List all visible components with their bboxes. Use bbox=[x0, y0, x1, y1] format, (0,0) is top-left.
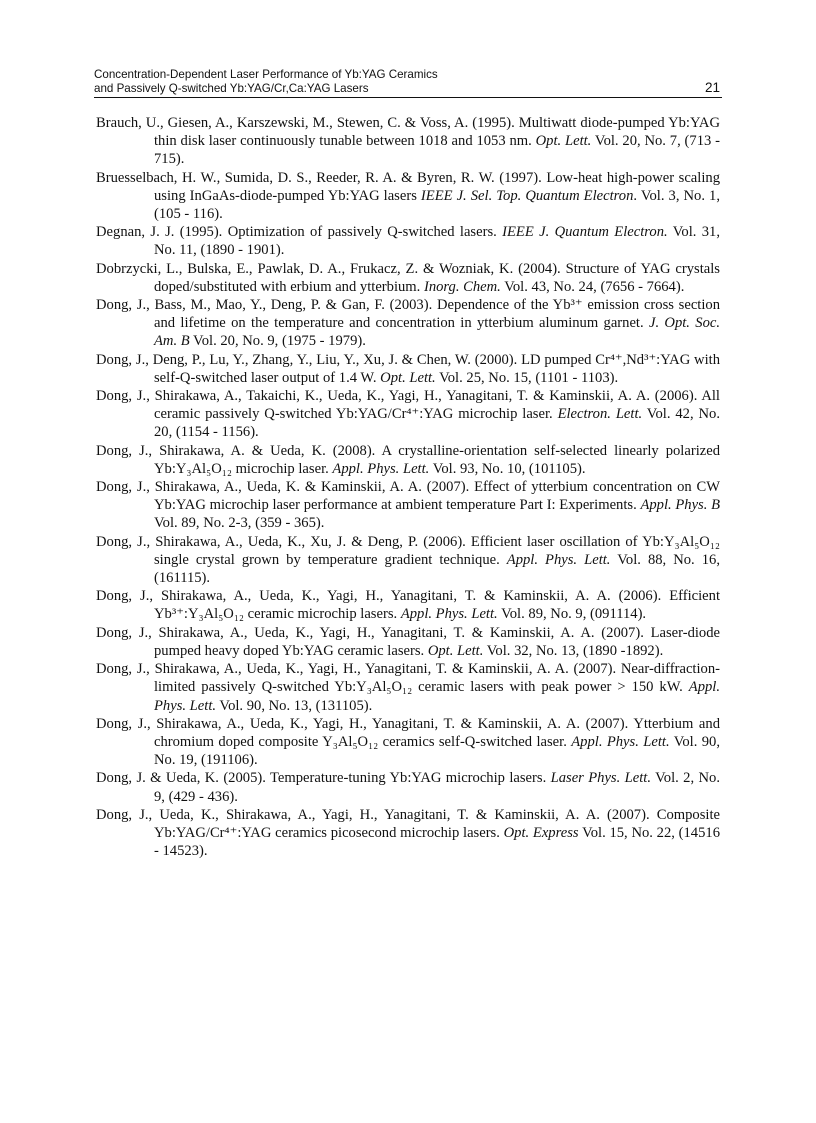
reference-journal: IEEE J. Sel. Top. Quantum Electron bbox=[420, 187, 634, 204]
reference-details: Vol. 89, No. 2-3, (359 - 365). bbox=[154, 515, 325, 532]
reference-journal: Electron. Lett. bbox=[557, 406, 643, 423]
reference-entry bbox=[96, 806, 720, 861]
reference-details: Vol. 2, No. 9, (429 - 436). bbox=[154, 770, 720, 805]
reference-text: Dong, J., Shirakawa, A., Ueda, K., Yagi, H., Yanagitani, T. & Kaminskii, A. A. (2007). Ytterbium and chromium doped composite Y₃Al₅O₁₂ ceramics self-Q-switched laser. bbox=[96, 715, 720, 750]
reference-details: Vol. 93, No. 10, (101105). bbox=[429, 460, 586, 477]
reference-entry bbox=[96, 587, 720, 623]
reference-entry bbox=[96, 114, 720, 169]
reference-journal: Inorg. Chem. bbox=[423, 278, 501, 295]
reference-journal: Appl. Phys. B bbox=[640, 497, 720, 514]
reference-text: Dong, J., Deng, P., Lu, Y., Zhang, Y., Liu, Y., Xu, J. & Chen, W. (2000). LD pumped Cr⁴⁺,Nd³⁺:YAG with self-Q-switched laser output of 1.4 W. bbox=[96, 351, 720, 386]
reference-text: Dong, J., Shirakawa, A. & Ueda, K. (2008). A crystalline-orientation self-selected linearly polarized Yb:Y₃Al₅O₁₂ microchip laser. bbox=[96, 442, 720, 477]
reference-text: Dong, J., Shirakawa, A., Takaichi, K., Ueda, K., Yagi, H., Yanagitani, T. & Kaminskii, A. A. (2006). All ceramic passively Q-switched Yb:YAG/Cr⁴⁺:YAG microchip laser. bbox=[96, 388, 720, 423]
reference-journal: Appl. Phys. Lett. bbox=[571, 733, 670, 750]
reference-text: Dong, J., Shirakawa, A., Ueda, K., Xu, J. & Deng, P. (2006). Efficient laser oscillation of Yb:Y₃Al₅O₁₂ single crystal grown by temperature gradient technique. bbox=[96, 533, 720, 568]
reference-journal: J. Opt. Soc. Am. B bbox=[154, 315, 720, 350]
reference-list bbox=[96, 114, 720, 860]
reference-journal: Opt. Express bbox=[503, 824, 579, 841]
reference-text: Dong, J., Shirakawa, A., Ueda, K., Yagi, H., Yanagitani, T. & Kaminskii, A. A. (2007). Laser-diode pumped heavy doped Yb:YAG ceramic lasers. bbox=[96, 624, 720, 659]
reference-text: Dong, J., Shirakawa, A., Ueda, K., Yagi, H., Yanagitani, T. & Kaminskii, A. A. (2006). Efficient Yb³⁺:Y₃Al₅O₁₂ ceramic microchip lasers. bbox=[96, 588, 720, 623]
reference-journal: Appl. Phys. Lett. bbox=[154, 679, 720, 714]
running-header bbox=[94, 68, 722, 98]
reference-text: Dong, J., Bass, M., Mao, Y., Deng, P. & Gan, F. (2003). Dependence of the Yb³⁺ emission cross section and lifetime on the temperature and concentration in ytterbium aluminum garnet. bbox=[96, 297, 720, 332]
reference-journal: Laser Phys. Lett. bbox=[550, 770, 651, 787]
reference-details: . Vol. 3, No. 1, (105 - 116). bbox=[154, 187, 720, 223]
reference-details: Vol. 88, No. 16, (161115). bbox=[154, 551, 720, 587]
reference-details: Vol. 31, No. 11, (1890 - 1901). bbox=[154, 224, 720, 259]
reference-journal: Opt. Lett. bbox=[427, 642, 484, 659]
reference-text: Dong, J., Shirakawa, A., Ueda, K. & Kaminskii, A. A. (2007). Effect of ytterbium concentration on CW Yb:YAG microchip laser performance at ambient temperature Part I: Experiments. bbox=[96, 479, 720, 514]
reference-journal: Appl. Phys. Lett. bbox=[506, 551, 611, 568]
reference-journal: Opt. Lett. bbox=[535, 133, 592, 150]
reference-journal: Appl. Phys. Lett. bbox=[332, 460, 430, 477]
reference-details: Vol. 25, No. 15, (1101 - 1103). bbox=[435, 369, 619, 386]
reference-journal: Appl. Phys. Lett. bbox=[400, 606, 498, 623]
reference-journal: IEEE J. Quantum Electron. bbox=[502, 224, 668, 241]
reference-details: Vol. 20, No. 7, (713 - 715). bbox=[154, 133, 721, 168]
reference-entry bbox=[96, 351, 720, 387]
reference-journal: Opt. Lett. bbox=[380, 369, 436, 386]
reference-text: Bruesselbach, H. W., Sumida, D. S., Reeder, R. A. & Byren, R. W. (1997). Low-heat high-power scaling using InGaAs-diode-pumped Yb:YAG lasers bbox=[96, 169, 720, 204]
reference-details: Vol. 43, No. 24, (7656 - 7664). bbox=[500, 278, 685, 295]
header-title-line-1: Concentration-Dependent Laser Performance of Yb:YAG Ceramics bbox=[94, 68, 438, 81]
reference-text: Dobrzycki, L., Bulska, E., Pawlak, D. A., Frukacz, Z. & Wozniak, K. (2004). Structure of YAG crystals doped/substituted with erbium and ytterbium. bbox=[96, 260, 720, 295]
reference-entry bbox=[96, 260, 720, 296]
reference-details: Vol. 32, No. 13, (1890 -1892). bbox=[483, 642, 664, 659]
reference-details: Vol. 20, No. 9, (1975 - 1979). bbox=[189, 333, 366, 350]
reference-entry bbox=[96, 624, 720, 660]
reference-entry bbox=[96, 533, 720, 588]
reference-text: Dong, J., Shirakawa, A., Ueda, K., Yagi, H., Yanagitani, T. & Kaminskii, A. A. (2007). Near-diffraction-limited passively Q-switched Yb:Y₃Al₅O₁₂ ceramic lasers with peak power > 150 kW. bbox=[96, 661, 720, 696]
reference-details: Vol. 42, No. 20, (1154 - 1156). bbox=[154, 406, 720, 441]
reference-details: Vol. 89, No. 9, (091114). bbox=[497, 606, 647, 623]
reference-text: Degnan, J. J. (1995). Optimization of passively Q-switched lasers. bbox=[96, 224, 503, 241]
page-number: 21 bbox=[704, 80, 720, 95]
header-title-line-2: and Passively Q-switched Yb:YAG/Cr,Ca:YAG Lasers bbox=[94, 82, 369, 95]
reference-entry bbox=[96, 223, 720, 259]
reference-entry bbox=[96, 769, 720, 805]
reference-entry bbox=[96, 296, 720, 351]
reference-details: Vol. 90, No. 19, (191106). bbox=[154, 733, 720, 769]
reference-entry bbox=[96, 660, 720, 715]
reference-text: Dong, J. & Ueda, K. (2005). Temperature-tuning Yb:YAG microchip lasers. bbox=[96, 770, 551, 787]
reference-text: Brauch, U., Giesen, A., Karszewski, M., Stewen, C. & Voss, A. (1995). Multiwatt diode-pumped Yb:YAG thin disk laser continuously tunable between 1018 and 1053 nm. bbox=[96, 115, 720, 150]
reference-entry bbox=[96, 478, 720, 533]
reference-details: Vol. 90, No. 13, (131105). bbox=[216, 697, 373, 714]
reference-text: Dong, J., Ueda, K., Shirakawa, A., Yagi, H., Yanagitani, T. & Kaminskii, A. A. (2007). Composite Yb:YAG/Cr⁴⁺:YAG ceramics picosecond microchip lasers. bbox=[96, 806, 720, 841]
reference-entry bbox=[96, 387, 720, 442]
reference-entry bbox=[96, 169, 720, 224]
reference-details: Vol. 15, No. 22, (14516 - 14523). bbox=[154, 824, 720, 860]
reference-entry bbox=[96, 442, 720, 478]
reference-entry bbox=[96, 715, 720, 770]
